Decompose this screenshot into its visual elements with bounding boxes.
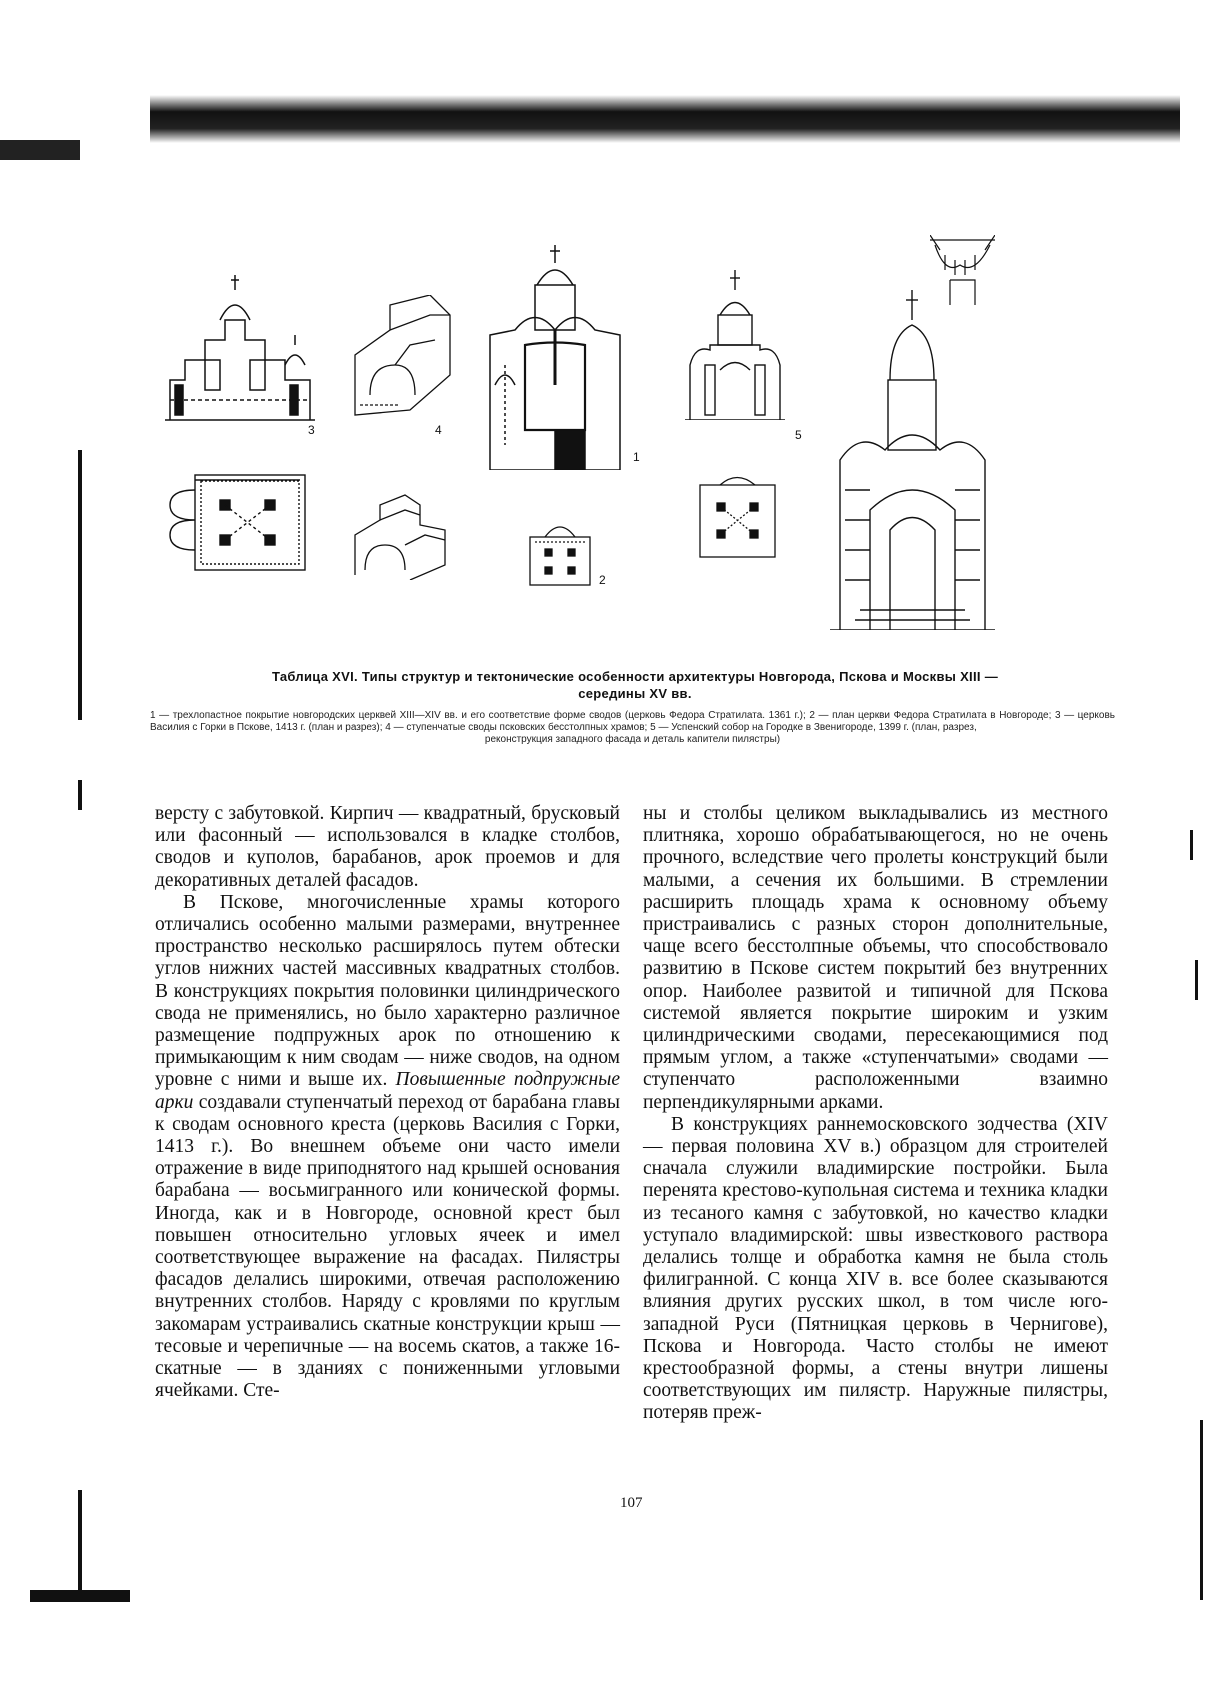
church-section-drawing: [165, 270, 315, 430]
figure-number: 3: [308, 423, 315, 437]
church-plan-small-drawing: [525, 517, 595, 587]
capital-detail-drawing: [930, 235, 995, 305]
church-section-small-drawing: [685, 270, 785, 420]
paragraph-italic: Повышенные подпружные арки: [155, 1069, 621, 1113]
text-column-left: [155, 803, 620, 1402]
scan-artifact-line: [1200, 1420, 1203, 1600]
page-number: 107: [620, 1495, 643, 1511]
scan-artifact-line: [78, 450, 82, 720]
trilobe-section-drawing: [485, 245, 625, 470]
vault-axonometric-drawing: [350, 295, 455, 420]
figure-number: 1: [633, 450, 640, 464]
text-column-right: [643, 803, 1108, 1425]
figure-caption-title: [150, 668, 1120, 702]
figure-number: 4: [435, 423, 442, 437]
paragraph: ны и столбы целиком выкладывались из местного плитняка, хорошо обрабатывающегося, но не очень прочного, вследствие чего пролеты конструкций были малыми, а сечения их большими. В стремлении расширить площадь храма к основному объему пристраивались с разных сторон дополнительные, чаще всего бесстолпные объемы, что способствовало развитию в Пскове систем покрытий без внутренних опор. Наиболее развитой и типичной для Пскова системой является покрытие широким и узким цилиндрическими сводами, пересекающимися под прямым углом, а также «ступенчатыми» сводами — ступенчато расположенными взаимно перпендикулярными арками.: [643, 803, 1108, 1113]
cathedral-facade-drawing: [830, 290, 995, 630]
figure-caption-text: [150, 710, 1115, 746]
paragraph: версту с забутовкой. Кирпич — квадратный, брусковый или фасонный — использовался в кладке столбов, сводов и куполов, барабанов, арок проемов и для декоративных деталей фасадов.: [155, 803, 620, 891]
paragraph: В конструкциях раннемосковского зодчества (XIV — первая половина XV в.) образцом для строителей сначала служили владимирские постройки. Была перенята крестово-купольная система и техника кладки из тесаного камня с забутовкой, но качество кладки уступало владимирской: швы известкового раствора делались толще и обработка камня не была столь филигранной. С конца XIV в. все более сказываются влияния других русских школ, в том числе юго-западной Руси (Пятницкая церковь в Чернигове), Пскова и Новгорода. Часто столбы не имеют крестообразной формы, а стены внутри лишены соответствующих им пилястр. Наружные пилястры, потеряв преж-: [643, 1113, 1108, 1424]
paragraph-text: создавали ступенчатый переход от барабана главы к сводам основного креста (церковь Василия с Горки, 1413 г.). Во внешнем объеме они часто имели отражение в виде приподнятого над крышей основания барабана — восьмигранного или конической формы. Иногда, как и в Новгороде, основной крест был повышен относительно угловых ячеек и имел соответствующее выражение на фасадах. Пилястры фасадов делались широкими, отвечая расположению внутренних столбов. Наряду с кровлями по круглым закомарам устраивались скатные конструкции крыш — тесовые и черепичные — на восемь скатов, а также 16-скатные — в зданиях с пониженными угловыми ячейками. Сте-: [155, 1091, 620, 1402]
scan-artifact-line: [1190, 830, 1193, 860]
church-plan-drawing: [165, 470, 310, 575]
figure-number: 5: [795, 428, 802, 442]
caption-title-line2: середины XV вв.: [578, 686, 692, 701]
caption-body: 1 — трехлопастное покрытие новгородских церквей XIII—XIV вв. и его соответствие форме сводов (церковь Федора Стратилата. 1361 г.); 2 — план церкви Федора Стратилата в Новгороде; 3 — церковь Василия с Горки в Пскове, 1413 г. (план и разрез); 4 — ступенчатые своды псковских бесстолпных храмов; 5 — Успенский собор на Городке в Звенигороде, 1399 г. (план, разрез,: [150, 710, 1115, 733]
scan-artifact-bottom: [30, 1590, 130, 1602]
scan-artifact-line: [78, 1490, 82, 1590]
figure-number: 2: [599, 573, 606, 587]
caption-title-line1: Таблица XVI. Типы структур и тектонические особенности архитектуры Новгорода, Пскова и Москвы XIII —: [271, 669, 999, 684]
scan-artifact-line: [1195, 960, 1198, 1000]
scan-artifact-left: [0, 140, 80, 160]
figure-table: [165, 245, 1095, 640]
stepped-vault-drawing: [350, 490, 450, 580]
caption-body-last: реконструкция западного фасада и деталь капители пилястры): [484, 734, 781, 745]
cathedral-plan-drawing: [695, 475, 780, 560]
paragraph: [155, 892, 620, 1403]
scan-artifact-top: [150, 95, 1180, 143]
scan-artifact-line: [78, 780, 82, 810]
paragraph-text: В Пскове, многочисленные храмы которого отличались особенно малыми размерами, внутреннее пространство несколько расширялось путем обтески углов нижних частей массивных квадратных столбов. В конструкциях покрытия половинки цилиндрического свода не применялись, но было характерно различное размещение подпружных арок по отношению к примыкающим к ним сводам — ниже сводов, на одном уровне с ними и выше их.: [155, 891, 620, 1091]
